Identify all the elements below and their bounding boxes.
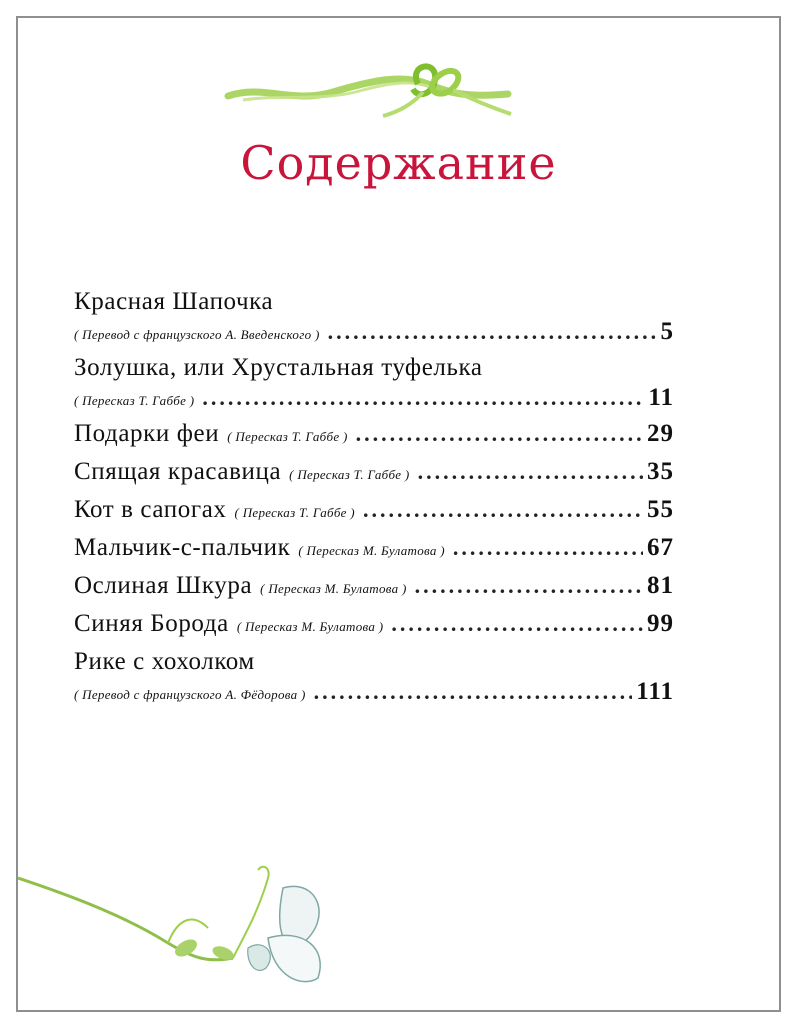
- toc-page-number: 29: [647, 420, 674, 447]
- toc-page-number: 67: [647, 534, 674, 561]
- page-title: Содержание: [240, 136, 557, 190]
- toc-entry[interactable]: [74, 534, 674, 562]
- toc-title: Подарки феи: [74, 420, 220, 447]
- dot-leader: [415, 573, 643, 599]
- toc-note: ( Пересказ М. Булатова ): [298, 543, 445, 558]
- toc-page-number: 111: [636, 678, 674, 705]
- toc-entry[interactable]: [74, 458, 674, 486]
- toc-entry[interactable]: [74, 648, 674, 706]
- toc-entry[interactable]: [74, 496, 674, 524]
- toc-entry[interactable]: [74, 610, 674, 638]
- dot-leader: [391, 611, 643, 637]
- toc-note: ( Пересказ М. Булатова ): [260, 581, 407, 596]
- toc-note: ( Пересказ Т. Габбе ): [234, 505, 355, 520]
- dot-leader: [202, 385, 644, 411]
- toc-title: Кот в сапогах: [74, 496, 227, 523]
- toc-note: ( Пересказ М. Булатова ): [236, 619, 384, 634]
- toc-page-number: 99: [647, 610, 674, 637]
- toc-page-number: 35: [647, 458, 674, 485]
- toc-note: ( Пересказ Т. Габбе ): [227, 429, 348, 444]
- ribbon-ornament-icon: [223, 54, 513, 124]
- toc-page-number: 81: [647, 572, 674, 599]
- book-page: [16, 16, 781, 1012]
- dot-leader: [453, 535, 643, 561]
- toc-note: ( Пересказ Т. Габбе ): [289, 467, 410, 482]
- dot-leader: [356, 421, 643, 447]
- toc-title: Синяя Борода: [74, 610, 229, 637]
- toc-title: Ослиная Шкура: [74, 572, 253, 599]
- toc-entry[interactable]: [74, 572, 674, 600]
- toc-entry[interactable]: [74, 354, 674, 412]
- toc-title: Спящая красавица: [74, 458, 282, 485]
- toc-title: Золушка, или Хрустальная туфелька: [74, 354, 483, 381]
- sweet-pea-vine-icon: [18, 858, 348, 1008]
- toc-entry[interactable]: [74, 420, 674, 448]
- dot-leader: [363, 497, 643, 523]
- toc-page-number: 55: [647, 496, 674, 523]
- dot-leader: [418, 459, 643, 485]
- table-of-contents: [74, 288, 674, 714]
- dot-leader: [328, 319, 657, 345]
- toc-note: ( Перевод с французского А. Фёдорова ): [74, 687, 306, 702]
- toc-note: ( Пересказ Т. Габбе ): [74, 393, 195, 408]
- toc-entry[interactable]: [74, 288, 674, 346]
- toc-page-number: 5: [660, 318, 674, 345]
- dot-leader: [314, 679, 633, 705]
- toc-title: Мальчик-с-пальчик: [74, 534, 291, 561]
- toc-title: Рике с хохолком: [74, 648, 255, 675]
- toc-title: Красная Шапочка: [74, 288, 274, 315]
- toc-page-number: 11: [648, 384, 674, 411]
- toc-note: ( Перевод с французского А. Введенского ): [74, 327, 320, 342]
